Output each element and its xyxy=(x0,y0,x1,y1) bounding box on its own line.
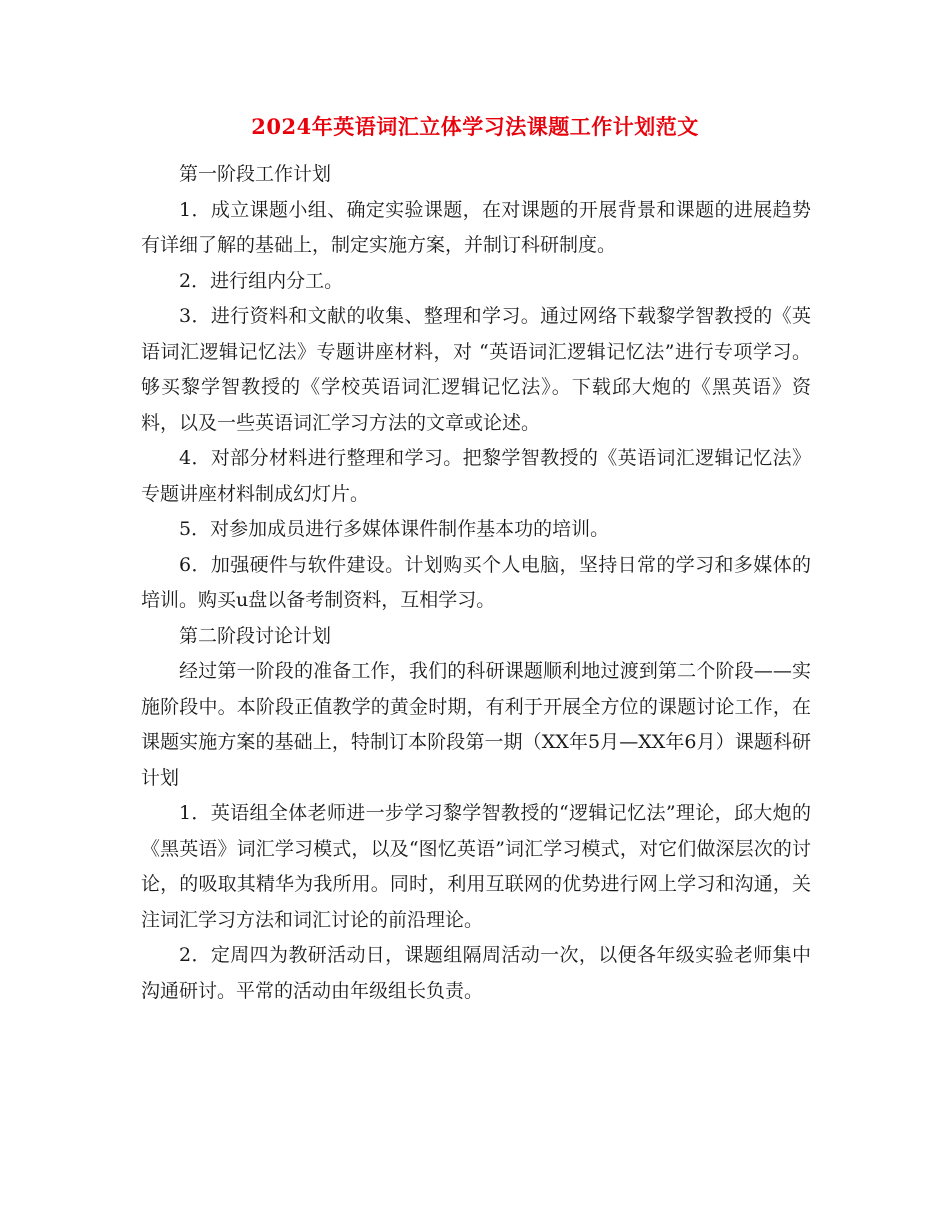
paragraph-phase-two-intro: 经过第一阶段的准备工作，我们的科研课题顺利地过渡到第二个阶段——实施阶段中。本阶段正值教学的黄金时期，有利于开展全方位的课题讨论工作，在课题实施方案的基础上，特制订本阶段第一期（XX年5月—XX年6月）课题科研计划 xyxy=(141,660,811,789)
document-title: 2024年英语词汇立体学习法课题工作计划范文 xyxy=(251,114,699,139)
paragraph-item-3: 3．进行资料和文献的收集、整理和学习。通过网络下载黎学智教授的《英语词汇逻辑记忆法》专题讲座材料，对 “英语词汇逻辑记忆法”进行专项学习。够买黎学智教授的《学校英语词汇逻辑记忆法》。下载邱大炮的《黑英语》资料，以及一些英语词汇学习方法的文章或论述。 xyxy=(141,305,811,434)
paragraph-item-5: 5．对参加成员进行多媒体课件制作基本功的培训。 xyxy=(179,518,610,540)
paragraph-item-2: 2．进行组内分工。 xyxy=(179,269,344,292)
paragraph-item-1: 1．成立课题小组、确定实验课题，在对课题的开展背景和课题的进展趋势有详细了解的基础上，制定实施方案，并制订科研制度。 xyxy=(141,198,811,256)
paragraph-item-6: 6．加强硬件与软件建设。计划购买个人电脑，坚持日常的学习和多媒体的培训。购买u盘以备考制资料，互相学习。 xyxy=(141,553,811,611)
section-heading-phase-one: 第一阶段工作计划 xyxy=(179,163,332,185)
paragraph-item-4: 4．对部分材料进行整理和学习。把黎学智教授的《英语词汇逻辑记忆法》专题讲座材料制成幻灯片。 xyxy=(141,447,811,505)
document-body xyxy=(141,157,811,1009)
paragraph-phase-two-item-1: 1．英语组全体老师进一步学习黎学智教授的“逻辑记忆法”理论，邱大炮的《黑英语》词汇学习模式，以及“图忆英语”词汇学习模式，对它们做深层次的讨论，的吸取其精华为我所用。同时，利用互联网的优势进行网上学习和沟通，关注词汇学习方法和词汇讨论的前沿理论。 xyxy=(141,802,811,931)
section-heading-phase-two: 第二阶段讨论计划 xyxy=(179,624,332,647)
paragraph-phase-two-item-2: 2．定周四为教研活动日，课题组隔周活动一次，以便各年级实验老师集中沟通研讨。平常的活动由年级组长负责。 xyxy=(141,944,811,1002)
